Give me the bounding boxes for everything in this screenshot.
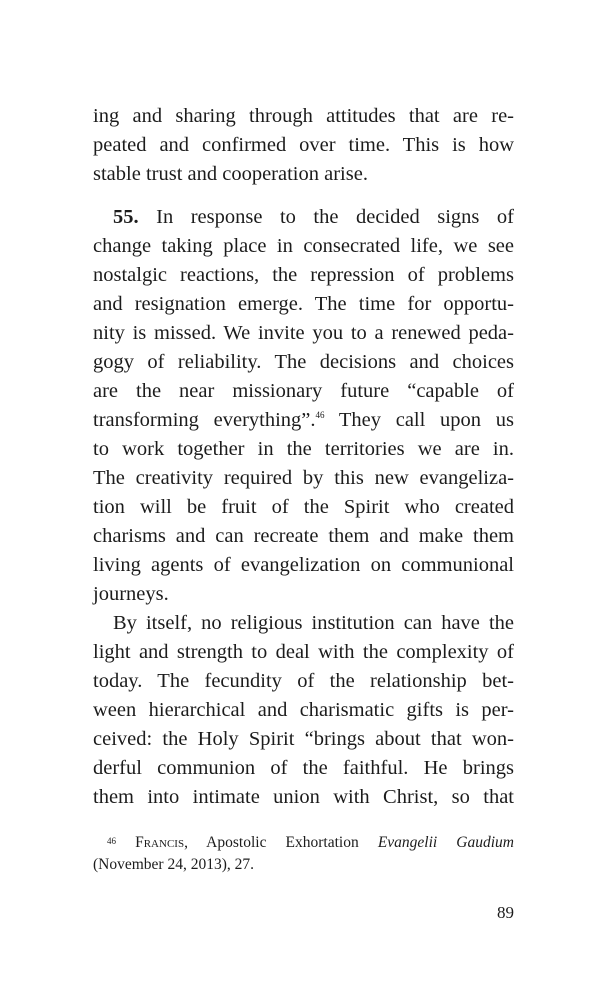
text-run: living agents of evangelization on communional [93,554,514,576]
text-run: gogy of reliability. The decisions and choices [93,351,514,373]
text-line [93,638,514,667]
text-run: (November 24, 2013), 27. [93,856,254,873]
text-run: change taking place in consecrated life, we see [93,235,514,257]
footnote-marker: 46 [315,410,325,420]
footnote-line [93,832,514,854]
italic-title: Evangelii Gaudium [377,834,514,851]
text-line [93,551,514,580]
text-line [93,319,514,348]
text-run: ceived: the Holy Spirit “brings about that won- [93,728,514,750]
text-run: journeys. [93,583,169,605]
text-line [93,696,514,725]
text-line [93,261,514,290]
text-run: peated and confirmed over time. This is how [93,134,514,156]
text-run: stable trust and cooperation arise. [93,163,368,185]
paragraph [93,203,514,609]
paragraph [93,102,514,189]
text-line [93,131,514,160]
text-run [116,834,135,851]
paragraph [93,609,514,812]
text-run: tion will be fruit of the Spirit who created [93,496,514,518]
footnote-marker: 46 [107,836,116,846]
page-number: 89 [497,903,514,922]
text-line [93,160,514,189]
text-line [93,435,514,464]
paragraph-number: 55. [113,206,139,228]
text-run: nostalgic reactions, the repression of problems [93,264,514,286]
text-run: , Apostolic Exhortation [184,834,378,851]
text-run: today. The fecundity of the relationship bet- [93,670,514,692]
text-run: to work together in the territories we are in. [93,438,514,460]
text-run: light and strength to deal with the complexity of [93,641,514,663]
text-line [93,102,514,131]
text-line [93,754,514,783]
text-run: By itself, no religious institution can have the [113,612,514,634]
text-run: ween hierarchical and charismatic gifts is per- [93,699,514,721]
text-run: them into intimate union with Christ, so that [93,786,514,808]
text-line [93,377,514,406]
text-run: and resignation emerge. The time for opportu- [93,293,514,315]
text-line [93,609,514,638]
text-line [93,348,514,377]
text-run: They call upon us [324,409,514,431]
footnote [93,832,514,876]
text-run: The creativity required by this new evangeliza- [93,467,514,489]
text-line [93,290,514,319]
footnote-line [93,854,514,876]
text-run: ing and sharing through attitudes that are re- [93,105,514,127]
text-line [93,725,514,754]
text-run: In response to the decided signs of [138,206,514,228]
text-line [93,580,514,609]
text-line [93,522,514,551]
text-run: charisms and can recreate them and make them [93,525,514,547]
text-line [93,232,514,261]
text-run: nity is missed. We invite you to a renewed peda- [93,322,514,344]
author-name: Francis [135,834,185,851]
text-line [93,406,514,435]
text-run: are the near missionary future “capable of [93,380,514,402]
text-line [93,493,514,522]
text-run: transforming everything”. [93,409,316,431]
text-line [93,783,514,812]
text-run: derful communion of the faithful. He brings [93,757,514,779]
body-text [93,102,514,812]
text-line [93,667,514,696]
text-line [93,203,514,232]
text-line [93,464,514,493]
